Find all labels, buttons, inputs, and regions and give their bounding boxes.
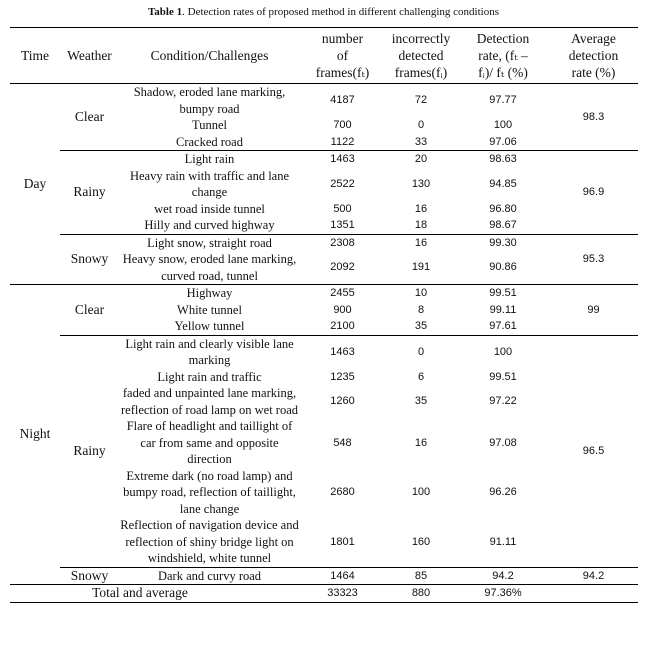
table-row	[10, 234, 638, 251]
rate-cell: 96.26	[489, 486, 517, 498]
incorrect-cell: 10	[414, 287, 428, 299]
rate-cell: 98.63	[457, 151, 549, 168]
incorrect-cell: 6	[417, 370, 425, 383]
condition-cell: Dark and curvy road	[119, 567, 300, 585]
frames-cell: 2680	[330, 486, 355, 498]
condition-cell: Hilly and curved highway	[144, 218, 275, 232]
frames-cell: 2100	[330, 320, 355, 332]
average-cell: 99	[587, 303, 600, 316]
table-caption-text: . Detection rates of proposed method in different challenging conditions	[182, 6, 500, 18]
condition-cell: Light rain and clearly visible lane marking	[119, 335, 300, 369]
average-cell: 96.5	[549, 335, 638, 567]
rate-cell: 94.85	[489, 177, 517, 190]
condition-cell: wet road inside tunnel	[154, 201, 265, 216]
total-frames: 33323	[327, 587, 358, 599]
incorrect-cell: 191	[411, 261, 431, 274]
condition-cell: Light rain and traffic	[157, 369, 262, 384]
rate-cell: 100	[457, 335, 549, 369]
frames-cell: 1801	[330, 535, 355, 548]
total-incorrect: 880	[411, 587, 431, 599]
condition-cell: Flare of headlight and taillight of car from same and opposite direction	[126, 419, 293, 466]
frames-cell: 2092	[330, 261, 355, 274]
weather-cell: Rainy	[60, 151, 119, 235]
rate-cell: 98.67	[489, 219, 517, 231]
average-cell: 94.2	[549, 567, 638, 585]
time-cell: Night	[19, 426, 51, 442]
frames-cell: 500	[333, 202, 352, 215]
rate-cell: 97.08	[489, 436, 517, 449]
rate-cell: 96.80	[489, 202, 517, 215]
frames-cell: 548	[333, 436, 352, 449]
incorrect-cell: 85	[385, 567, 457, 585]
table-row	[10, 151, 638, 168]
rate-cell: 90.86	[489, 261, 517, 274]
rate-cell: 99.51	[489, 287, 517, 299]
rate-cell: 100	[493, 119, 513, 131]
total-row	[10, 585, 638, 603]
incorrect-cell: 72	[414, 94, 428, 107]
frames-cell: 2522	[330, 177, 355, 190]
table-row	[10, 84, 638, 118]
incorrect-cell: 16	[385, 234, 457, 251]
condition-cell: Light rain	[119, 151, 300, 168]
detection-rates-table	[10, 27, 638, 603]
incorrect-cell: 33	[414, 135, 428, 148]
condition-cell: Yellow tunnel	[174, 319, 245, 333]
condition-cell: Extreme dark (no road lamp) and bumpy road, reflection of taillight, lane change	[123, 468, 296, 516]
average-cell: 95.3	[549, 234, 638, 285]
incorrect-cell: 18	[414, 219, 428, 231]
condition-cell: White tunnel	[177, 302, 242, 317]
condition-cell: Tunnel	[192, 118, 227, 132]
condition-cell: Reflection of navigation device and reflection of shiny bridge light on windshield, white tunnel	[120, 518, 299, 565]
frames-cell: 1463	[300, 335, 385, 369]
header-condition: Condition/Challenges	[150, 48, 269, 63]
table-caption-label: Table 1	[147, 6, 183, 18]
condition-cell: faded and unpainted lane marking, reflection of road lamp on wet road	[120, 386, 298, 417]
header-weather: Weather	[67, 48, 112, 63]
incorrect-cell: 0	[417, 119, 425, 131]
frames-cell: 700	[333, 119, 352, 131]
header-rate: Detection rate, (fₜ – fᵢ)/ fₜ (%)	[476, 31, 530, 80]
incorrect-cell: 8	[417, 303, 425, 316]
frames-cell: 1235	[330, 370, 355, 383]
total-rate: 97.36%	[484, 587, 522, 599]
rate-cell: 97.22	[489, 395, 517, 408]
condition-cell: Highway	[186, 286, 233, 300]
condition-cell: Shadow, eroded lane marking, bumpy road	[133, 85, 286, 116]
header-frames: number of frames(fₜ)	[315, 31, 370, 80]
rate-cell: 91.11	[489, 535, 517, 548]
header-row	[10, 28, 638, 84]
frames-cell: 4187	[330, 94, 355, 107]
table-row	[10, 335, 638, 369]
time-cell: Day	[23, 175, 47, 191]
total-label: Total and average	[92, 585, 188, 600]
table-row	[10, 285, 638, 302]
incorrect-cell: 160	[411, 535, 431, 548]
rate-cell: 97.06	[489, 135, 517, 148]
incorrect-cell: 20	[385, 151, 457, 168]
table-body	[10, 84, 638, 603]
table-caption	[0, 6, 647, 18]
frames-cell: 1463	[300, 151, 385, 168]
header-incorrect: incorrectly detected frames(fᵢ)	[391, 31, 451, 80]
rate-cell: 97.77	[489, 94, 517, 107]
frames-cell: 1122	[330, 135, 355, 148]
condition-cell: Light snow, straight road	[119, 234, 300, 251]
average-cell: 96.9	[549, 151, 638, 235]
condition-cell: Cracked road	[176, 134, 243, 149]
incorrect-cell: 16	[414, 202, 428, 215]
rate-cell: 99.11	[489, 303, 517, 316]
weather-cell: Rainy	[60, 335, 119, 567]
table-row	[10, 567, 638, 585]
rate-cell: 99.51	[489, 370, 517, 383]
frames-cell: 2308	[300, 234, 385, 251]
incorrect-cell: 16	[414, 436, 428, 449]
weather-cell: Clear	[74, 301, 105, 317]
condition-cell: Heavy snow, eroded lane marking, curved road, tunnel	[122, 252, 297, 283]
rate-cell: 97.61	[489, 320, 517, 332]
frames-cell: 900	[333, 303, 352, 316]
frames-cell: 2455	[330, 287, 355, 299]
rate-cell: 99.30	[457, 234, 549, 251]
incorrect-cell: 130	[411, 177, 431, 190]
average-cell: 98.3	[582, 110, 605, 123]
total-average-empty	[549, 585, 638, 603]
incorrect-cell: 100	[411, 486, 431, 498]
incorrect-cell: 35	[414, 320, 428, 332]
frames-cell: 1351	[330, 219, 355, 231]
incorrect-cell: 35	[414, 395, 428, 408]
rate-cell: 94.2	[457, 567, 549, 585]
weather-cell: Snowy	[60, 234, 119, 285]
header-time: Time	[20, 48, 49, 63]
weather-cell: Snowy	[60, 567, 119, 585]
condition-cell: Heavy rain with traffic and lane change	[129, 168, 290, 199]
frames-cell: 1464	[300, 567, 385, 585]
header-average: Average detection rate (%)	[568, 31, 619, 80]
weather-cell: Clear	[74, 108, 105, 124]
frames-cell: 1260	[330, 395, 355, 408]
incorrect-cell: 0	[385, 335, 457, 369]
